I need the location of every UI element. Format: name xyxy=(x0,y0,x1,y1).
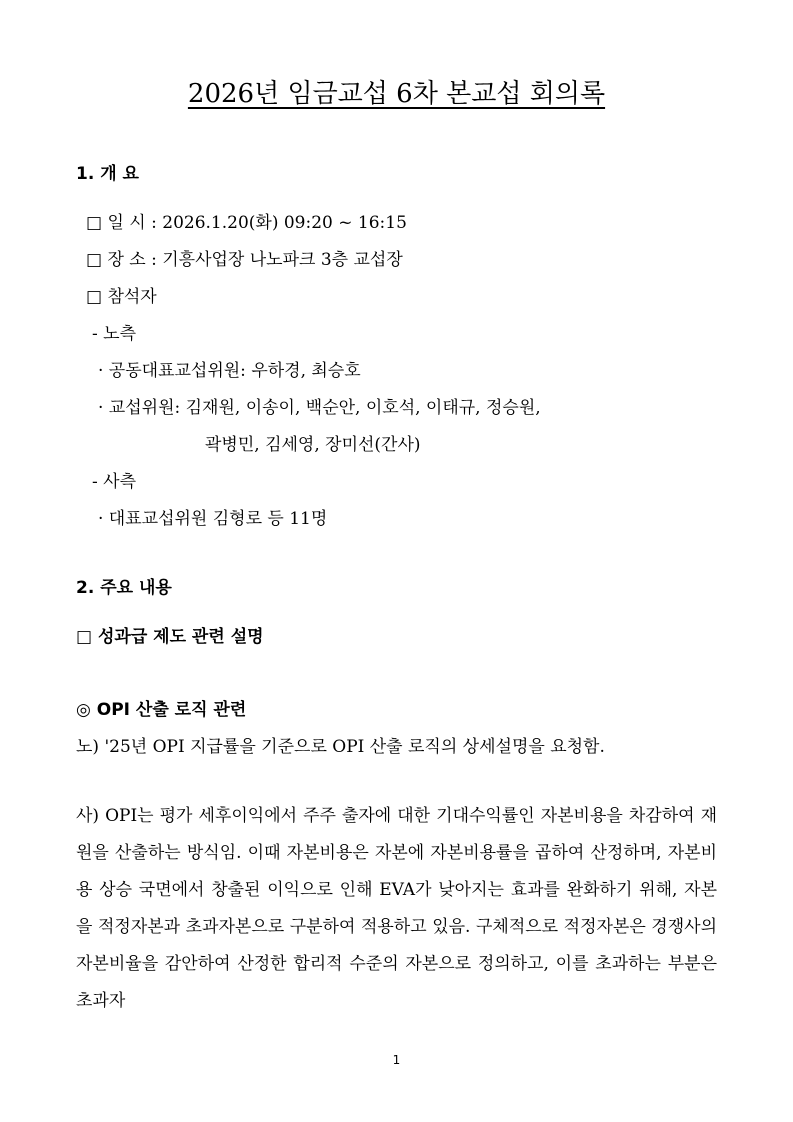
page-number: 1 xyxy=(392,1053,401,1067)
company-statement: 사) OPI는 평가 세후이익에서 주주 출자에 대한 기대수익률인 자본비용을 차감하여 재원을 산출하는 방식임. 이때 자본비용은 자본에 자본비용률을 곱하여 산정하며, 자본비용 상승 국면에서 창출된 이익으로 인해 EVA가 낮아지는 효과를 완화하기 위해, 자본을 적정자본과 초과자본으로 구분하여 적용하고 있음. 구체적으로 적정자본은 경쟁사의 자본비율을 감안하여 산정한 합리적 수준의 자본으로 정의하고, 이를 초과하는 부분은 초과자 xyxy=(76,806,717,1011)
union-representatives-line: · 공동대표교섭위원: 우하경, 최승호 xyxy=(98,361,361,381)
company-representative-line: · 대표교섭위원 김형로 등 11명 xyxy=(98,509,328,529)
section-2-heading: 2. 주요 내용 xyxy=(76,578,172,598)
company-side-label: - 사측 xyxy=(92,472,136,492)
meeting-date-line: □ 일 시 : 2026.1.20(화) 09:20 ~ 16:15 xyxy=(86,213,407,233)
section-2-subheading: □ 성과급 제도 관련 설명 xyxy=(76,627,264,647)
document-title xyxy=(0,74,793,114)
document-title-text: 2026년 임금교섭 6차 본교섭 회의록 xyxy=(187,79,606,109)
union-members-line-2: 곽병민, 김세영, 장미선(간사) xyxy=(205,435,421,455)
section-1-heading: 1. 개 요 xyxy=(76,164,139,184)
union-side-label: - 노측 xyxy=(92,324,136,344)
meeting-place-line: □ 장 소 : 기흥사업장 나노파크 3층 교섭장 xyxy=(86,250,403,270)
union-members-line-1: · 교섭위원: 김재원, 이송이, 백순안, 이호석, 이태규, 정승원, xyxy=(98,398,541,418)
attendees-line: □ 참석자 xyxy=(86,287,157,307)
topic-heading: ◎ OPI 산출 로직 관련 xyxy=(76,700,247,720)
union-statement: 노) '25년 OPI 지급률을 기준으로 OPI 산출 로직의 상세설명을 요청함. xyxy=(76,737,605,757)
